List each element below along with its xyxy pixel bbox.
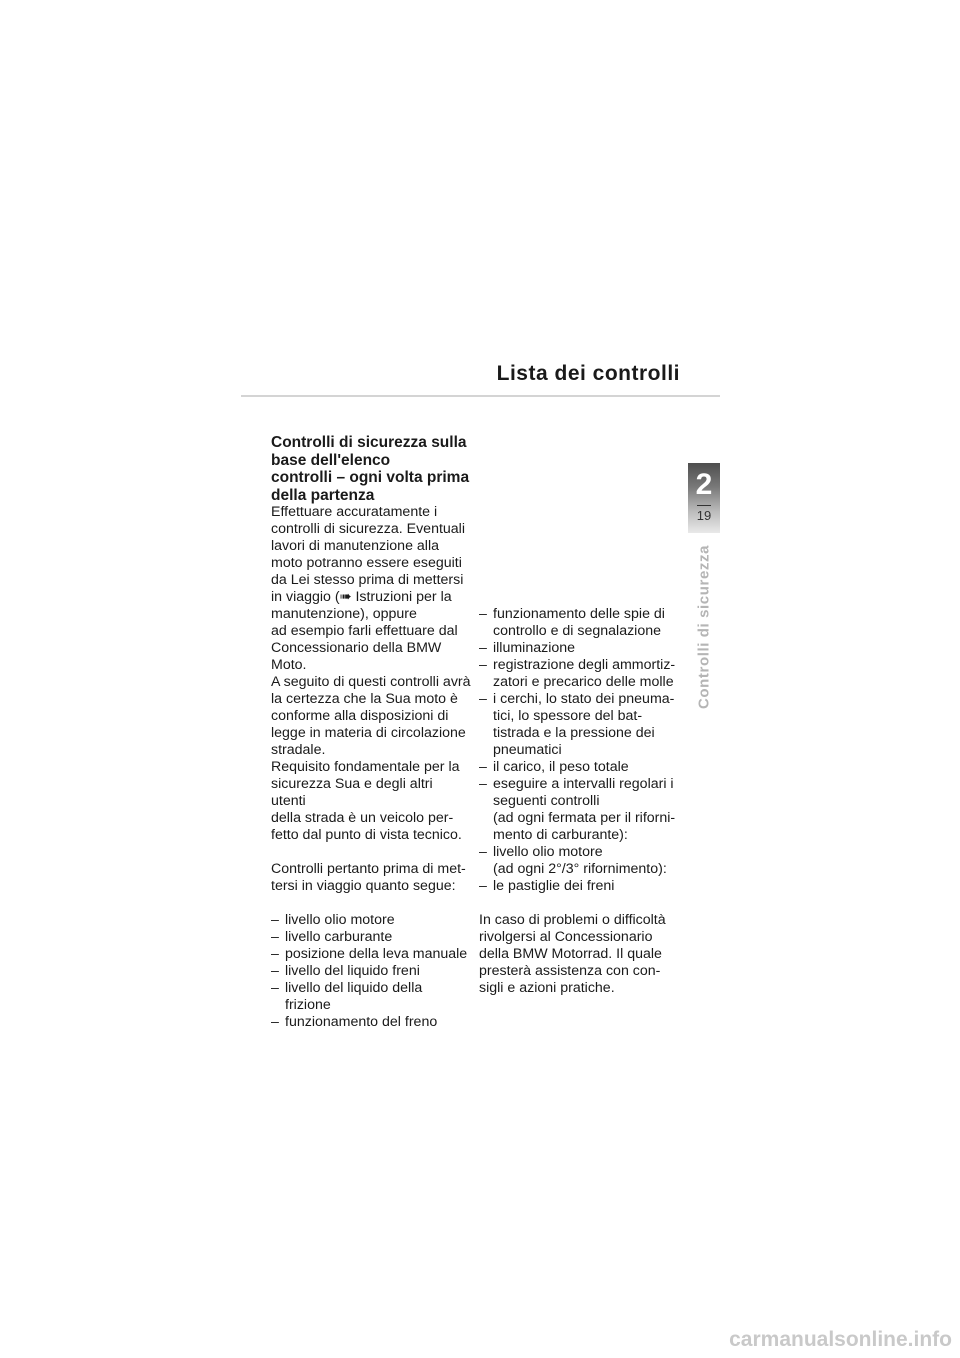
list-dash: –: [271, 946, 279, 962]
text-line: Concessionario della BMW: [271, 640, 442, 656]
legal-paragraph: [271, 674, 471, 759]
list-dash: –: [271, 963, 279, 979]
text-line: controlli di sicurezza. Eventuali: [271, 521, 465, 537]
text-line: ad esempio farli effettuare dal: [271, 623, 458, 639]
list-item-line: livello del liquido della frizione: [285, 980, 423, 1013]
list-dash: –: [479, 759, 487, 775]
list-item-line: eseguire a intervalli regolari i: [493, 776, 674, 792]
heading-line: controlli – ogni volta prima: [271, 469, 470, 486]
list-item-line: funzionamento del freno: [285, 1014, 438, 1030]
list-dash: –: [271, 929, 279, 945]
list-item: [271, 980, 471, 1014]
list-item-line: pneumatici: [493, 742, 562, 758]
list-item: [479, 640, 694, 657]
page-title: Lista dei controlli: [496, 362, 680, 385]
heading-line: base dell'elenco: [271, 451, 391, 469]
list-item-line: livello olio motore: [285, 912, 395, 928]
list-item: [479, 759, 694, 776]
text-line: sicurezza Sua e degli altri utenti: [271, 776, 433, 809]
heading-line: della partenza: [271, 486, 375, 504]
text-line: presterà assistenza con con-: [479, 963, 661, 979]
list-item: [479, 844, 694, 878]
list-item: [479, 606, 694, 640]
list-item-line: mento di carburante):: [493, 827, 628, 843]
list-item-line: il carico, il peso totale: [493, 759, 629, 775]
text-line: Requisito fondamentale per la: [271, 759, 460, 775]
list-item-line: tici, lo spessore del bat-: [493, 708, 643, 724]
header-divider: [241, 395, 720, 397]
list-item: [271, 1014, 471, 1031]
chapter-number: 2: [695, 468, 713, 501]
list-dash: –: [271, 912, 279, 928]
list-item-line: le pastiglie dei freni: [493, 878, 615, 894]
list-item-line: posizione della leva manuale: [285, 946, 468, 962]
text-line: conforme alla disposizioni di: [271, 708, 449, 724]
list-dash: –: [271, 1014, 279, 1030]
chapter-divider: [697, 505, 711, 506]
section-label: Controlli di sicurezza: [695, 544, 713, 710]
text-line: rivolgersi al Concessionario: [479, 929, 653, 945]
text-line: sigli e azioni pratiche.: [479, 980, 615, 996]
text-line: stradale.: [271, 742, 326, 758]
text-line: fetto dal punto di vista tecnico.: [271, 827, 462, 843]
list-dash: –: [271, 980, 279, 996]
page-number: 19: [696, 508, 712, 523]
text-line: moto potranno essere eseguiti: [271, 555, 462, 571]
watermark: carmanualsonline.info: [729, 1328, 952, 1351]
list-item-line: seguenti controlli: [493, 793, 600, 809]
list-item: [271, 963, 471, 980]
text-line: la certezza che la Sua moto è: [271, 691, 458, 707]
list-item-line: funzionamento delle spie di: [493, 606, 665, 622]
list-item-line: illuminazione: [493, 640, 576, 656]
list-dash: –: [479, 606, 487, 622]
list-dash: –: [479, 657, 487, 673]
list-item: [271, 946, 471, 963]
text-line: della strada è un veicolo per-: [271, 810, 454, 826]
list-item-line: livello del liquido freni: [285, 963, 420, 979]
list-item-line: livello olio motore: [493, 844, 603, 860]
text-line: legge in materia di circolazione: [271, 725, 466, 741]
right-column: [479, 606, 694, 997]
text-line: da Lei stesso prima di mettersi: [271, 572, 464, 588]
list-item: [271, 929, 471, 946]
intro-paragraph: [271, 504, 471, 674]
list-item: [271, 912, 471, 929]
list-item-line: registrazione degli ammortiz-: [493, 657, 676, 673]
chapter-tab: [688, 463, 720, 533]
list-item-line: (ad ogni fermata per il riforni-: [493, 810, 676, 826]
list-dash: –: [479, 776, 487, 792]
list-dash: –: [479, 640, 487, 656]
text-line: lavori di manutenzione alla: [271, 538, 439, 554]
list-dash: –: [479, 691, 487, 707]
heading-line: Controlli di sicurezza sulla: [271, 434, 467, 451]
text-line: In caso di problemi o difficoltà: [479, 912, 666, 928]
text-line: Controlli pertanto prima di met-: [271, 861, 466, 877]
text-line: in viaggio (➠ Istruzioni per la: [271, 589, 452, 605]
closing-paragraph: [479, 912, 694, 997]
list-item-line: livello carburante: [285, 929, 393, 945]
section-heading: [271, 434, 471, 504]
list-item: [479, 691, 694, 759]
list-item: [479, 657, 694, 691]
text-line: tersi in viaggio quanto segue:: [271, 878, 456, 894]
list-item-line: tistrada e la pressione dei: [493, 725, 655, 741]
check-list-left: [271, 912, 471, 1031]
requirement-paragraph: [271, 759, 471, 844]
left-column: [271, 434, 471, 1031]
text-line: Effettuare accuratamente i: [271, 504, 438, 520]
check-list-right: [479, 606, 694, 895]
list-dash: –: [479, 878, 487, 894]
text-line: A seguito di questi controlli avrà: [271, 674, 471, 690]
list-item: [479, 878, 694, 895]
list-dash: –: [479, 844, 487, 860]
list-item-line: (ad ogni 2°/3° rifornimento):: [493, 861, 667, 877]
list-item-line: i cerchi, lo stato dei pneuma-: [493, 691, 675, 707]
text-line: Moto.: [271, 657, 307, 673]
check-intro-paragraph: [271, 861, 471, 895]
text-line: manutenzione), oppure: [271, 606, 417, 622]
list-item-line: zatori e precarico delle molle: [493, 674, 674, 690]
list-item: [479, 776, 694, 844]
list-item-line: controllo e di segnalazione: [493, 623, 661, 639]
text-line: della BMW Motorrad. Il quale: [479, 946, 662, 962]
